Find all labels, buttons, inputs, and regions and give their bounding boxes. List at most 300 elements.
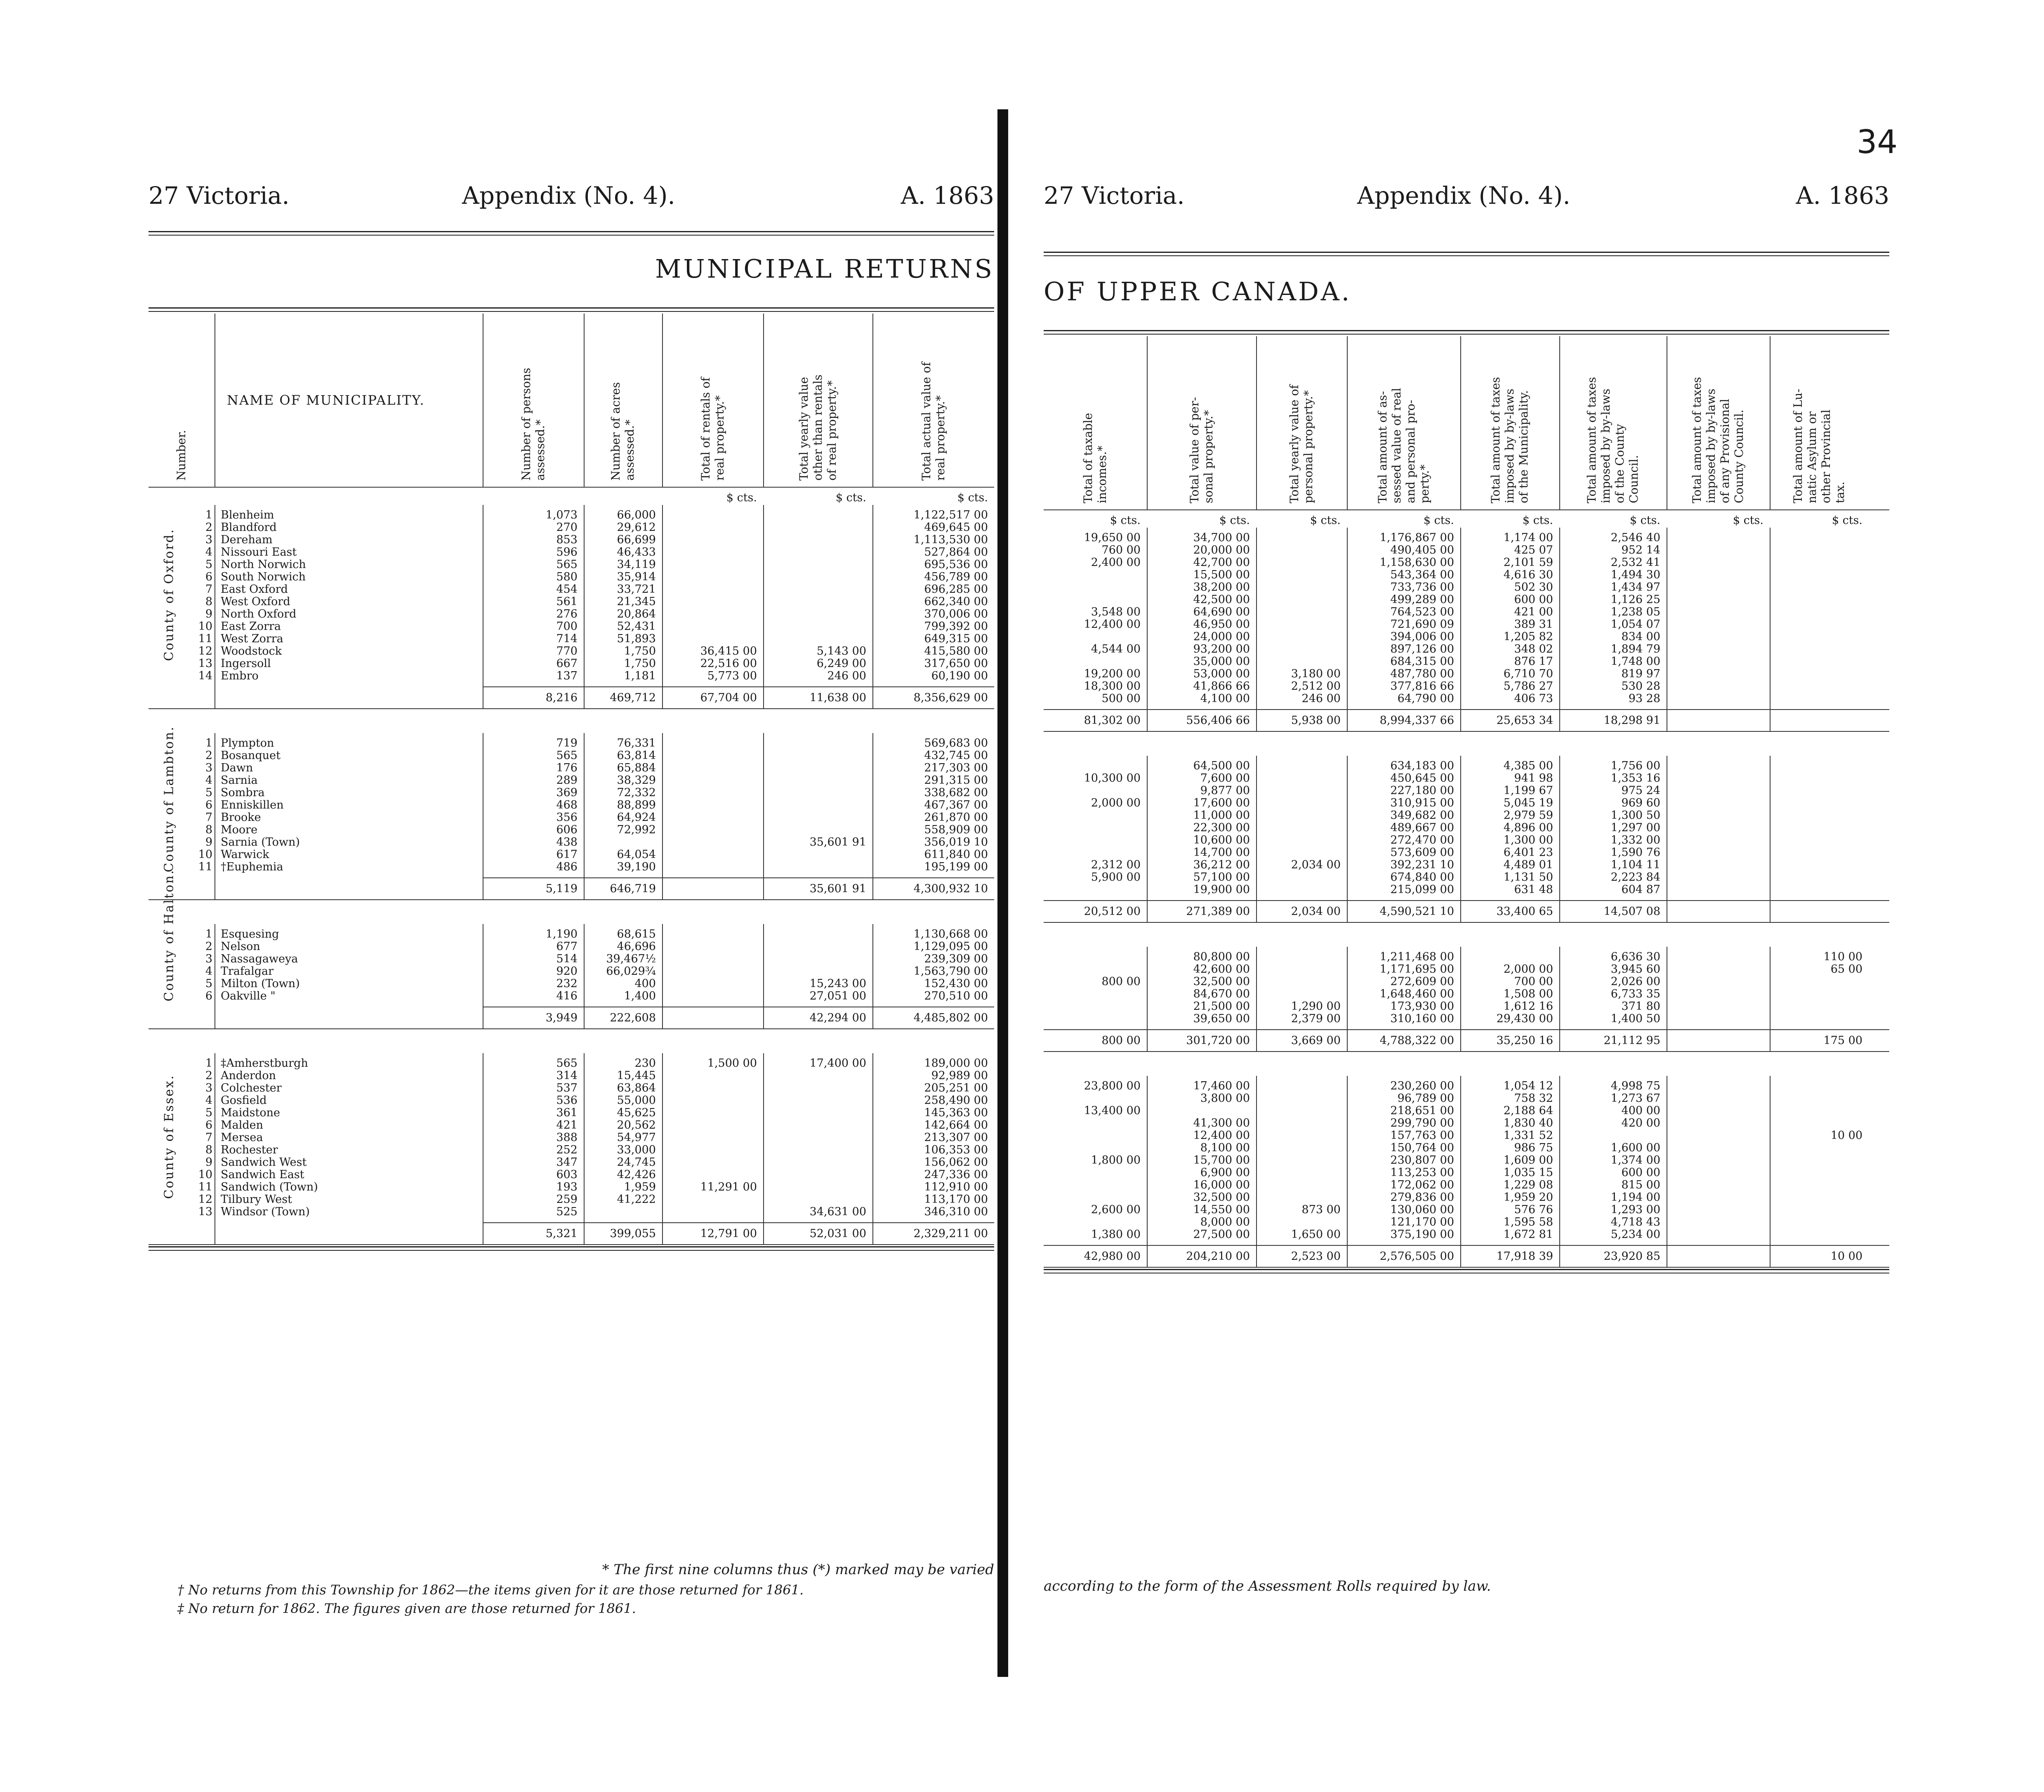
left-column-header [763, 314, 872, 487]
left-cell-actual: 1,113,530 00 [913, 533, 988, 546]
right-cell-asylum: 110 00 [1823, 950, 1862, 963]
left-cell-persons: 232 [556, 977, 578, 990]
right-cell-muni: 389 31 [1514, 618, 1553, 631]
footnote-star-right: according to the form of the Assessment Rolls required by law. [1044, 1578, 1491, 1594]
municipality-name: West Zorra [221, 632, 283, 645]
left-cell-acres: 51,893 [617, 632, 656, 645]
municipality-name: Colchester [221, 1082, 282, 1094]
left-column-divider [872, 924, 873, 1028]
right-cell-county: 600 00 [1621, 1166, 1660, 1179]
row-number: 2 [205, 940, 212, 953]
right-cell-county: 400 00 [1621, 1104, 1660, 1117]
right-column-divider [1770, 528, 1771, 731]
left-cell-rentals: 11,291 00 [700, 1181, 757, 1193]
left-cell-yearly: 35,601 91 [809, 836, 866, 849]
left-cell-acres: 400 [634, 977, 656, 990]
right-cell-assessed: 573,609 00 [1390, 846, 1454, 859]
right-cell-muni: 421 00 [1514, 606, 1553, 618]
left-cell-persons: 468 [556, 799, 578, 811]
left-cell-actual: 649,315 00 [924, 632, 988, 645]
right-total-asylum: 10 00 [1830, 1250, 1862, 1263]
right-cell-personal: 32,500 00 [1193, 975, 1250, 988]
right-total-pyearly: 3,669 00 [1291, 1034, 1341, 1047]
left-column-divider [584, 1053, 585, 1244]
right-cell-county: 815 00 [1621, 1179, 1660, 1191]
right-cell-county: 1,748 00 [1610, 655, 1660, 668]
left-column-header-label: Total actual value of real property.* [919, 362, 947, 481]
right-header-bottom-rule [1044, 509, 1889, 510]
municipality-name: South Norwich [221, 571, 306, 583]
right-total-county: 14,507 08 [1603, 905, 1660, 918]
left-cell-acres: 20,864 [617, 608, 656, 620]
left-cell-persons: 1,073 [545, 509, 578, 521]
right-cell-assessed: 113,253 00 [1390, 1166, 1454, 1179]
right-cell-pyearly: 2,034 00 [1291, 858, 1341, 871]
right-cell-incomes: 19,200 00 [1084, 667, 1141, 680]
left-column-divider [872, 1053, 873, 1244]
left-cell-acres: 55,000 [617, 1094, 656, 1107]
right-cell-personal: 64,500 00 [1193, 759, 1250, 772]
right-cell-muni: 406 73 [1514, 692, 1553, 705]
right-cell-muni: 5,786 27 [1503, 680, 1553, 693]
right-cell-county: 6,636 30 [1610, 950, 1660, 963]
right-column-header-label: Total amount of taxes imposed by by-laws of the Municipality. [1489, 377, 1530, 503]
left-cell-actual: 189,000 00 [924, 1057, 988, 1070]
right-cell-county: 5,234 00 [1610, 1228, 1660, 1241]
right-cell-personal: 21,500 00 [1193, 1000, 1250, 1013]
right-page [1044, 0, 1898, 1792]
left-cell-acres: 63,864 [617, 1082, 656, 1094]
left-cell-yearly: 5,143 00 [816, 645, 866, 658]
right-cell-assessed: 227,180 00 [1390, 784, 1454, 797]
right-cell-county: 1,104 11 [1610, 858, 1660, 871]
right-cell-county: 969 60 [1621, 797, 1660, 809]
right-column-header-label: Total yearly value of personal property.* [1287, 384, 1315, 503]
left-column-divider [763, 505, 764, 708]
right-cell-incomes: 500 00 [1101, 692, 1141, 705]
right-column-divider [1147, 528, 1148, 731]
left-cell-persons: 565 [556, 1057, 578, 1070]
left-table-top-rule [149, 307, 994, 312]
row-number: 2 [205, 1069, 212, 1082]
right-column-divider [1347, 756, 1348, 922]
right-cell-muni: 6,401 23 [1503, 846, 1553, 859]
right-section-rule [1044, 731, 1889, 732]
left-column-header [662, 314, 763, 487]
left-cell-persons: 596 [556, 546, 578, 559]
left-cell-actual: 142,664 00 [924, 1119, 988, 1132]
left-cell-rentals: 1,500 00 [707, 1057, 757, 1070]
right-cell-pyearly: 1,650 00 [1291, 1228, 1341, 1241]
municipality-name: Enniskillen [221, 799, 284, 811]
left-total-yearly: 35,601 91 [809, 882, 866, 895]
municipality-name: Nissouri East [221, 546, 297, 559]
row-number: 2 [205, 749, 212, 762]
right-cell-assessed: 1,158,630 00 [1379, 556, 1454, 569]
left-column-divider [662, 1053, 663, 1244]
left-cell-yearly: 6,249 00 [816, 657, 866, 670]
left-cell-persons: 667 [556, 657, 578, 670]
right-cell-personal: 27,500 00 [1193, 1228, 1250, 1241]
right-cell-personal: 57,100 00 [1193, 871, 1250, 884]
right-cell-muni: 1,830 40 [1503, 1117, 1553, 1129]
right-cell-assessed: 634,183 00 [1390, 759, 1454, 772]
left-cell-persons: 369 [556, 786, 578, 799]
left-cell-acres: 39,467½ [606, 953, 656, 965]
row-number: 8 [205, 595, 212, 608]
right-column-header-label: Total amount of taxes imposed by by-laws of any Provisional County Council. [1690, 377, 1746, 503]
row-number: 7 [205, 583, 212, 596]
left-cell-persons: 561 [556, 595, 578, 608]
left-cell-actual: 270,510 00 [924, 990, 988, 1002]
right-cell-assessed: 1,171,695 00 [1379, 963, 1454, 976]
left-section-rule [149, 899, 994, 900]
left-cell-persons: 347 [556, 1156, 578, 1169]
left-total-yearly: 42,294 00 [809, 1012, 866, 1024]
left-cell-acres: 24,745 [617, 1156, 656, 1169]
right-column-divider [1147, 947, 1148, 1051]
municipality-name: Brooke [221, 811, 261, 824]
municipality-name: Sarnia [221, 774, 258, 787]
right-cell-personal: 41,300 00 [1193, 1117, 1250, 1129]
row-number: 1 [205, 928, 212, 941]
right-total-pyearly: 2,523 00 [1291, 1250, 1341, 1263]
right-cell-personal: 8,100 00 [1200, 1141, 1250, 1154]
right-cell-muni: 1,959 20 [1503, 1191, 1553, 1204]
left-cell-acres: 46,696 [617, 940, 656, 953]
county-label: County of Essex. [162, 1074, 177, 1199]
left-total-actual: 2,329,211 00 [913, 1227, 988, 1240]
right-cell-assessed: 172,062 00 [1390, 1179, 1454, 1191]
right-column-divider [1770, 947, 1771, 1051]
right-cell-assessed: 150,764 00 [1390, 1141, 1454, 1154]
footnote-dagger: † No returns from this Township for 1862—the items given for it are those returned for 1861. [177, 1582, 804, 1598]
right-cell-muni: 5,045 19 [1503, 797, 1553, 809]
right-cell-pyearly: 3,180 00 [1291, 667, 1341, 680]
right-cell-personal: 80,800 00 [1193, 950, 1250, 963]
right-column-divider [1147, 1076, 1148, 1267]
right-total-county: 23,920 85 [1603, 1250, 1660, 1263]
left-cell-acres: 1,400 [624, 990, 656, 1002]
left-cell-actual: 456,789 00 [924, 571, 988, 583]
right-subtotal-rule [1044, 900, 1889, 901]
right-cell-county: 420 00 [1621, 1117, 1660, 1129]
right-cell-county: 1,332 00 [1610, 834, 1660, 846]
left-cell-persons: 252 [556, 1144, 578, 1156]
right-cell-assessed: 1,176,867 00 [1379, 531, 1454, 544]
right-cell-muni: 986 75 [1514, 1141, 1553, 1154]
row-number: 13 [198, 1205, 212, 1218]
right-cell-personal: 35,000 00 [1193, 655, 1250, 668]
right-cell-assessed: 96,789 00 [1397, 1092, 1454, 1105]
right-cell-muni: 876 17 [1514, 655, 1553, 668]
left-cell-persons: 438 [556, 836, 578, 849]
right-cell-assessed: 684,315 00 [1390, 655, 1454, 668]
right-column-header-label: Total of taxable incomes.* [1081, 413, 1109, 503]
right-cell-pyearly: 2,512 00 [1291, 680, 1341, 693]
right-total-assessed: 2,576,505 00 [1379, 1250, 1454, 1263]
row-number: 3 [205, 953, 212, 965]
right-cell-county: 1,054 07 [1610, 618, 1660, 631]
right-cell-muni: 4,489 01 [1503, 858, 1553, 871]
left-total-acres: 646,719 [610, 882, 656, 895]
right-cell-personal: 39,650 00 [1193, 1012, 1250, 1025]
right-column-divider [1256, 528, 1257, 731]
left-cell-actual: 113,170 00 [924, 1193, 988, 1206]
right-column-divider [1770, 1076, 1771, 1267]
left-currency-label: $ cts. [726, 491, 757, 504]
municipality-name: †Euphemia [221, 861, 283, 873]
right-cell-muni: 1,672 81 [1503, 1228, 1553, 1241]
right-currency-label: $ cts. [1522, 514, 1553, 527]
left-cell-actual: 217,303 00 [924, 762, 988, 774]
row-number: 2 [205, 521, 212, 534]
right-total-muni: 17,918 39 [1496, 1250, 1553, 1263]
right-cell-muni: 4,385 00 [1503, 759, 1553, 772]
right-cell-incomes: 2,000 00 [1091, 797, 1141, 809]
right-total-assessed: 4,788,322 00 [1379, 1034, 1454, 1047]
right-cell-personal: 53,000 00 [1193, 667, 1250, 680]
left-cell-actual: 1,122,517 00 [913, 509, 988, 521]
right-cell-incomes: 800 00 [1101, 975, 1141, 988]
left-cell-acres: 88,899 [617, 799, 656, 811]
left-cell-persons: 270 [556, 521, 578, 534]
right-total-muni: 33,400 65 [1496, 905, 1553, 918]
row-number: 6 [205, 1119, 212, 1132]
right-cell-personal: 8,000 00 [1200, 1216, 1250, 1228]
municipality-name: Moore [221, 823, 258, 836]
right-cell-assessed: 299,790 00 [1390, 1117, 1454, 1129]
right-cell-muni: 1,054 12 [1503, 1080, 1553, 1092]
left-page [149, 0, 994, 1792]
left-column-header [149, 314, 215, 487]
right-cell-personal: 24,000 00 [1193, 630, 1250, 643]
right-cell-county: 2,546 40 [1610, 531, 1660, 544]
left-column-header [872, 314, 994, 487]
right-currency-label: $ cts. [1110, 514, 1141, 527]
left-cell-acres: 29,612 [617, 521, 656, 534]
right-cell-personal: 15,700 00 [1193, 1154, 1250, 1167]
right-total-muni: 35,250 16 [1496, 1034, 1553, 1047]
right-section-rule [1044, 922, 1889, 923]
left-cell-persons: 617 [556, 848, 578, 861]
right-total-pyearly: 2,034 00 [1291, 905, 1341, 918]
county-label: County of Halton. [162, 869, 177, 1002]
left-cell-acres: 1,959 [624, 1181, 656, 1193]
right-cell-assessed: 218,651 00 [1390, 1104, 1454, 1117]
left-cell-actual: 92,989 00 [931, 1069, 988, 1082]
left-subtotal-rule [483, 877, 994, 878]
municipality-name: Blenheim [221, 509, 274, 521]
left-cell-actual: 356,019 10 [924, 836, 988, 849]
left-column-divider [584, 505, 585, 708]
right-cell-muni: 2,979 59 [1503, 809, 1553, 822]
municipality-name: Dawn [221, 762, 253, 774]
right-cell-muni: 758 32 [1514, 1092, 1553, 1105]
right-cell-assessed: 173,930 00 [1390, 1000, 1454, 1013]
left-cell-actual: 467,367 00 [924, 799, 988, 811]
right-cell-muni: 2,101 59 [1503, 556, 1553, 569]
row-number: 7 [205, 811, 212, 824]
left-cell-persons: 606 [556, 823, 578, 836]
right-cell-county: 2,223 84 [1610, 871, 1660, 884]
right-column-header [1460, 336, 1559, 509]
left-cell-acres: 42,426 [617, 1168, 656, 1181]
row-number: 5 [205, 977, 212, 990]
right-cell-county: 819 97 [1621, 667, 1660, 680]
left-cell-yearly: 15,243 00 [809, 977, 866, 990]
right-cell-asylum: 10 00 [1830, 1129, 1862, 1142]
right-cell-county: 1,400 50 [1610, 1012, 1660, 1025]
left-cell-persons: 388 [556, 1131, 578, 1144]
right-cell-assessed: 377,816 66 [1390, 680, 1454, 693]
left-column-divider [662, 924, 663, 1028]
right-cell-personal: 6,900 00 [1200, 1166, 1250, 1179]
right-cell-assessed: 487,780 00 [1390, 667, 1454, 680]
left-subtotal-rule [483, 686, 994, 687]
left-cell-acres: 54,977 [617, 1131, 656, 1144]
right-cell-assessed: 310,915 00 [1390, 797, 1454, 809]
right-cell-county: 1,273 67 [1610, 1092, 1660, 1105]
left-cell-actual: 569,683 00 [924, 737, 988, 750]
right-column-header-label: Total value of per- sonal property.* [1187, 397, 1215, 503]
right-subtotal-rule [1044, 709, 1889, 710]
left-cell-persons: 770 [556, 645, 578, 658]
right-cell-assessed: 375,190 00 [1390, 1228, 1454, 1241]
right-cell-muni: 1,035 15 [1503, 1166, 1553, 1179]
right-cell-assessed: 130,060 00 [1390, 1203, 1454, 1216]
municipality-name: Sombra [221, 786, 265, 799]
right-cell-personal: 11,000 00 [1193, 809, 1250, 822]
left-cell-persons: 536 [556, 1094, 578, 1107]
left-column-divider [662, 505, 663, 708]
right-cell-county: 93 28 [1628, 692, 1660, 705]
right-cell-pyearly: 246 00 [1301, 692, 1341, 705]
right-section-rule [1044, 1267, 1889, 1268]
right-cell-county: 834 00 [1621, 630, 1660, 643]
row-number: 7 [205, 1131, 212, 1144]
row-number: 14 [198, 670, 212, 682]
left-cell-persons: 289 [556, 774, 578, 787]
right-cell-assessed: 272,609 00 [1390, 975, 1454, 988]
row-number: 5 [205, 558, 212, 571]
right-header-right: A. 1863 [1796, 182, 1889, 210]
left-total-actual: 4,300,932 10 [913, 882, 988, 895]
left-cell-acres: 72,332 [617, 786, 656, 799]
right-cell-incomes: 23,800 00 [1084, 1080, 1141, 1092]
page-gutter [997, 109, 1008, 1677]
left-column-header-label: Total yearly value other than rentals of real property.* [797, 374, 839, 481]
right-cell-muni: 348 02 [1514, 643, 1553, 655]
footnote-double-dagger: ‡ No return for 1862. The figures given are those returned for 1861. [177, 1601, 636, 1616]
right-cell-incomes: 12,400 00 [1084, 618, 1141, 631]
right-cell-muni: 1,612 16 [1503, 1000, 1553, 1013]
right-cell-assessed: 1,648,460 00 [1379, 988, 1454, 1000]
right-cell-muni: 1,205 82 [1503, 630, 1553, 643]
left-subtotal-rule [483, 1222, 994, 1223]
left-cell-acres: 1,750 [624, 645, 656, 658]
left-cell-persons: 565 [556, 558, 578, 571]
left-section-rule [149, 708, 994, 709]
left-title: MUNICIPAL RETURNS [655, 254, 994, 284]
right-currency-label: $ cts. [1310, 514, 1341, 527]
row-number: 4 [205, 546, 212, 559]
right-cell-assessed: 394,006 00 [1390, 630, 1454, 643]
right-cell-assessed: 392,231 10 [1390, 858, 1454, 871]
right-column-divider [1147, 756, 1148, 922]
right-currency-label: $ cts. [1423, 514, 1454, 527]
municipality-name: West Oxford [221, 595, 290, 608]
left-cell-persons: 193 [556, 1181, 578, 1193]
left-column-divider [584, 733, 585, 899]
left-cell-actual: 695,536 00 [924, 558, 988, 571]
right-column-header [1256, 336, 1347, 509]
row-number: 9 [205, 1156, 212, 1169]
municipality-name: Warwick [221, 848, 269, 861]
left-total-persons: 5,321 [545, 1227, 578, 1240]
right-cell-county: 1,238 05 [1610, 606, 1660, 618]
left-cell-actual: 205,251 00 [924, 1082, 988, 1094]
row-number: 8 [205, 823, 212, 836]
left-cell-actual: 106,353 00 [924, 1144, 988, 1156]
right-cell-incomes: 1,800 00 [1091, 1154, 1141, 1167]
left-total-acres: 222,608 [610, 1012, 656, 1024]
left-cell-actual: 346,310 00 [924, 1205, 988, 1218]
left-header-bottom-rule [149, 487, 994, 488]
right-title: OF UPPER CANADA. [1044, 276, 1352, 307]
right-total-muni: 25,653 34 [1496, 714, 1553, 727]
municipality-name: North Oxford [221, 608, 297, 620]
right-cell-personal: 64,690 00 [1193, 606, 1250, 618]
right-total-personal: 271,389 00 [1186, 905, 1250, 918]
right-cell-personal: 19,900 00 [1193, 883, 1250, 896]
left-cell-actual: 152,430 00 [924, 977, 988, 990]
right-column-header-label: Total amount of Lu- natic Asylum or other Provincial tax. [1791, 389, 1847, 503]
left-column-header-label: Number. [174, 430, 188, 481]
right-cell-muni: 1,595 58 [1503, 1216, 1553, 1228]
municipality-name: Nelson [221, 940, 260, 953]
right-total-pyearly: 5,938 00 [1291, 714, 1341, 727]
right-cell-muni: 1,229 08 [1503, 1179, 1553, 1191]
left-section-rule [149, 1244, 994, 1245]
municipality-name: Blandford [221, 521, 277, 534]
municipality-name: East Oxford [221, 583, 288, 596]
right-cell-county: 530 28 [1621, 680, 1660, 693]
left-cell-actual: 195,199 00 [924, 861, 988, 873]
left-cell-actual: 558,909 00 [924, 823, 988, 836]
left-cell-yearly: 246 00 [827, 670, 866, 682]
right-cell-personal: 38,200 00 [1193, 581, 1250, 594]
right-total-personal: 204,210 00 [1186, 1250, 1250, 1263]
right-total-asylum: 175 00 [1823, 1034, 1862, 1047]
right-cell-county: 2,532 41 [1610, 556, 1660, 569]
left-cell-persons: 677 [556, 940, 578, 953]
right-cell-personal: 22,300 00 [1193, 821, 1250, 834]
row-number: 6 [205, 799, 212, 811]
right-column-header [1770, 336, 1869, 509]
municipality-name: Malden [221, 1119, 264, 1132]
left-cell-acres: 63,814 [617, 749, 656, 762]
row-number: 12 [198, 645, 212, 658]
right-cell-muni: 1,199 67 [1503, 784, 1553, 797]
right-cell-assessed: 121,170 00 [1390, 1216, 1454, 1228]
left-cell-persons: 361 [556, 1106, 578, 1119]
right-cell-personal: 36,212 00 [1193, 858, 1250, 871]
left-cell-acres: 230 [634, 1057, 656, 1070]
right-subtotal-rule [1044, 1245, 1889, 1246]
left-column-header-label: Number of persons assessed.* [519, 368, 547, 481]
right-column-header [1347, 336, 1460, 509]
